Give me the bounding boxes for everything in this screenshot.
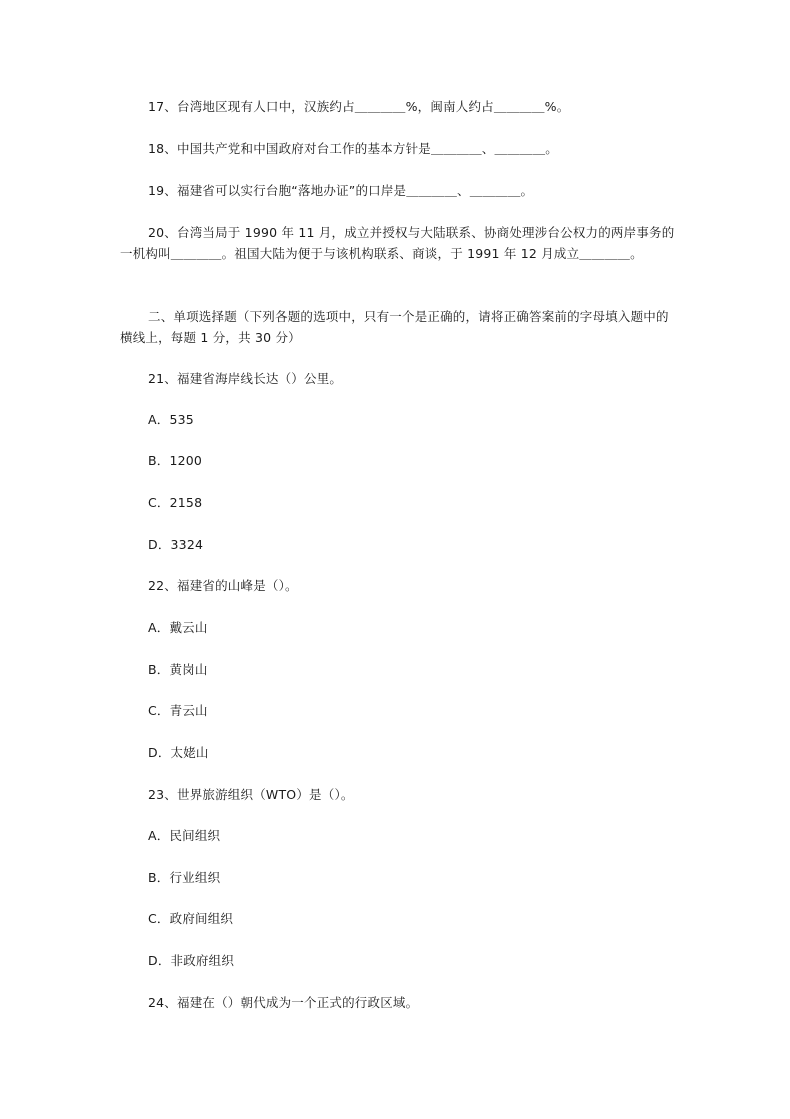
question-19: 19、福建省可以实行台胞“落地办证”的口岸是＿＿＿＿、＿＿＿＿。 [148,183,534,198]
question-22-stem: 22、福建省的山峰是（）。 [148,578,298,593]
question-22-option-b: B．黄岗山 [148,662,208,677]
section-heading-single-choice [120,306,680,348]
question-22-option-d: D．太姥山 [148,745,209,760]
question-17: 17、台湾地区现有人口中，汉族约占＿＿＿＿%，闽南人约占＿＿＿＿%。 [148,99,570,114]
question-20 [120,222,680,264]
question-21-option-d: D．3324 [148,537,204,552]
question-21-option-a: A．535 [148,412,194,427]
section-heading-text: 二、单项选择题（下列各题的选项中，只有一个是正确的，请将正确答案前的字母填入题中的横线上，每题 1 分，共 30 分） [120,309,669,345]
question-22-option-a: A．戴云山 [148,620,208,635]
question-23-option-d: D．非政府组织 [148,953,235,968]
question-20-text: 20、台湾当局于 1990 年 11 月，成立并授权与大陆联系、协商处理涉台公权力的两岸事务的一机构叫＿＿＿＿。祖国大陆为便于与该机构联系、商谈，于 1991 年 12 月成立＿＿＿＿。 [120,225,675,261]
question-23-stem: 23、世界旅游组织（WTO）是（）。 [148,787,354,802]
question-22-option-c: C．青云山 [148,703,208,718]
question-18: 18、中国共产党和中国政府对台工作的基本方针是＿＿＿＿、＿＿＿＿。 [148,141,559,156]
question-24-stem: 24、福建在（）朝代成为一个正式的行政区域。 [148,995,419,1010]
question-23-option-b: B．行业组织 [148,870,221,885]
question-21-option-c: C．2158 [148,495,203,510]
question-23-option-c: C．政府间组织 [148,911,234,926]
question-23-option-a: A．民间组织 [148,828,221,843]
question-21-stem: 21、福建省海岸线长达（）公里。 [148,371,343,386]
question-21-option-b: B．1200 [148,453,203,468]
